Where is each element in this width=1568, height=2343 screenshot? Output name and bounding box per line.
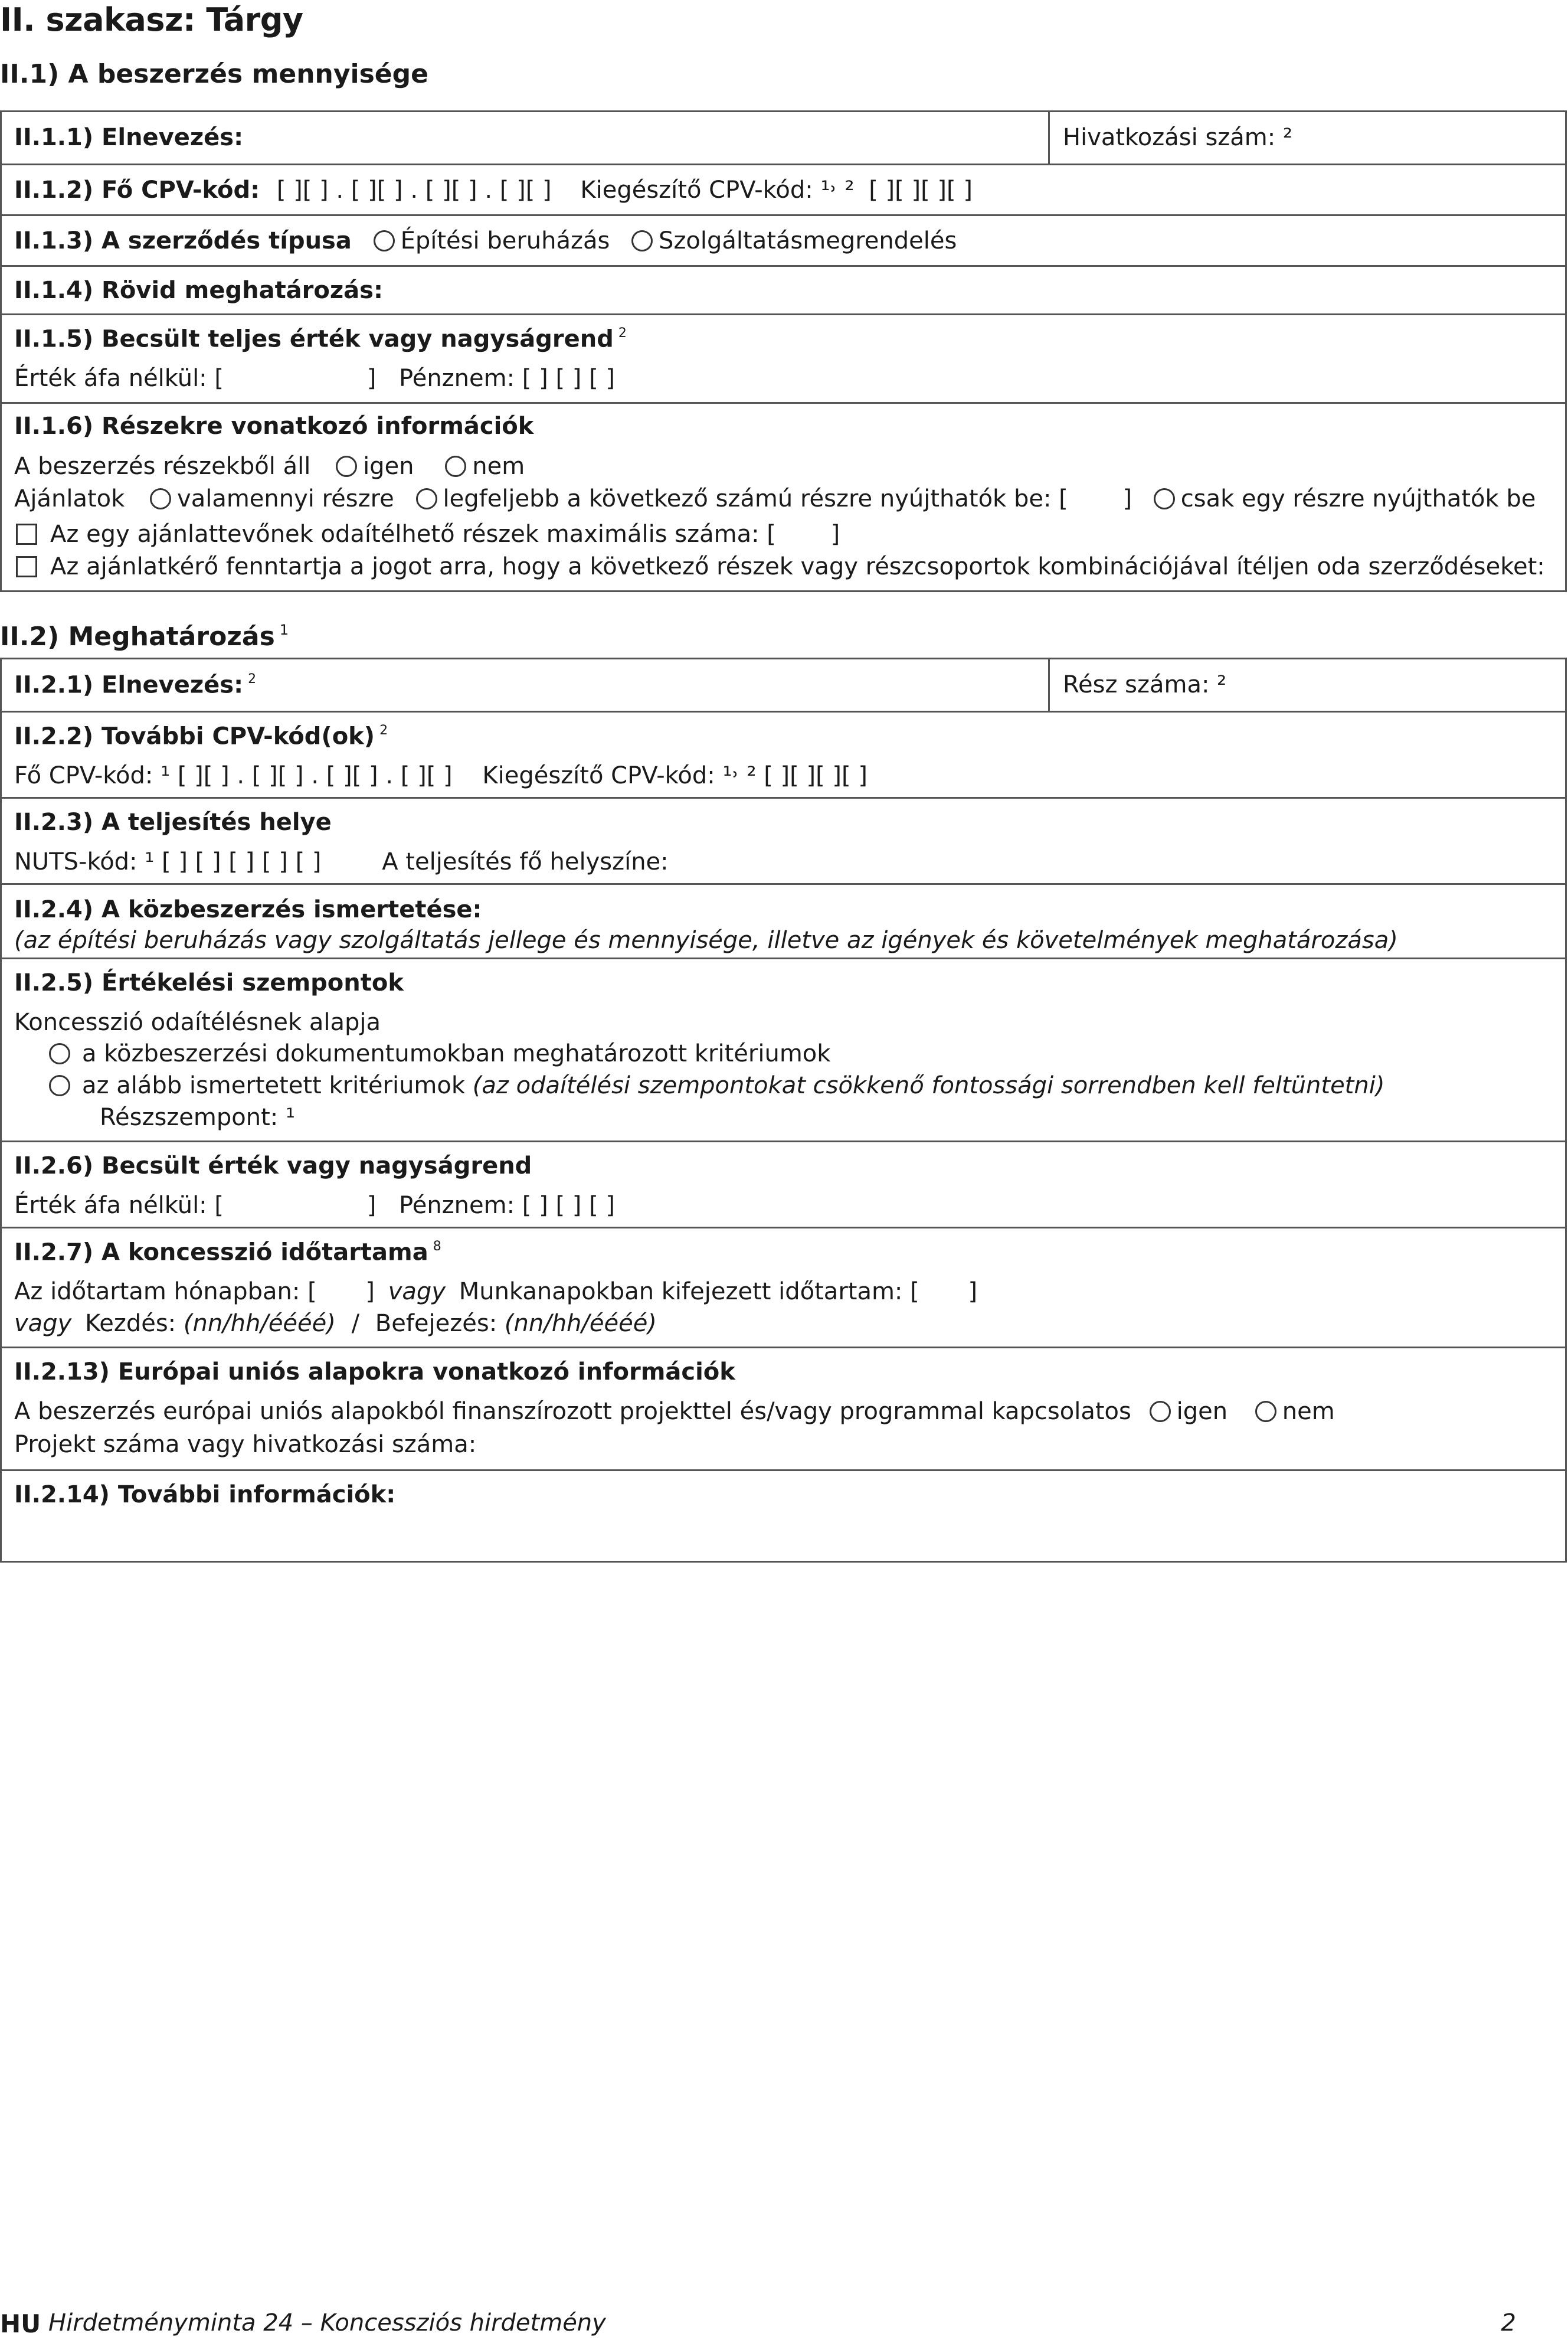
row-ii-2-1	[2, 659, 1565, 711]
duration-days-label: Munkanapokban kifejezett időtartam: [	[459, 1278, 919, 1305]
one-lot-label: csak egy részre nyújthatók be	[1180, 485, 1536, 512]
max-lots-per-tenderer-checkbox[interactable]	[16, 524, 37, 545]
bracket-close: ]	[830, 521, 840, 548]
reference-cell	[1048, 112, 1292, 164]
one-lot-radio[interactable]	[1154, 488, 1175, 509]
date-separator: /	[351, 1310, 360, 1337]
criteria-below-radio[interactable]	[49, 1075, 70, 1096]
row-ii-2-5	[2, 958, 1565, 1141]
description-note: (az építési beruházás vagy szolgáltatás jellege és mennyisége, illetve az igények és követelmények meghatározása)	[14, 927, 1398, 954]
start-date-field[interactable]: (nn/hh/éééé)	[183, 1310, 336, 1337]
divided-into-lots-label: A beszerzés részekből áll	[14, 453, 311, 480]
bracket-close: ]	[366, 365, 377, 392]
tenders-label: Ajánlatok	[14, 485, 125, 512]
eu-funds-question: A beszerzés európai uniós alapokból finanszírozott projekttel és/vagy programmal kapcsolatos	[14, 1398, 1131, 1425]
row-ii-2-2	[2, 711, 1565, 797]
section-title: II. szakasz: Tárgy	[0, 1, 303, 38]
eu-funds-yes-radio[interactable]	[1150, 1401, 1171, 1422]
section-ii-2-box	[0, 658, 1567, 1563]
award-basis-label: Koncesszió odaítélésnek alapja	[14, 1009, 381, 1036]
award-criteria-label: II.2.5) Értékelési szempontok	[14, 969, 404, 996]
footnote-8: 8	[433, 1239, 441, 1254]
additional-cpv-label: II.2.2) További CPV-kód(ok)	[14, 723, 375, 750]
additional-info-label: II.2.14) További információk:	[14, 1481, 396, 1508]
row-ii-2-4	[2, 883, 1565, 958]
max-lots-per-tenderer-label: Az egy ajánlattevőnek odaítélhető részek maximális száma: [	[50, 521, 776, 548]
lots-yes-radio[interactable]	[336, 456, 357, 477]
row-ii-2-6	[2, 1141, 1565, 1227]
end-date-field[interactable]: (nn/hh/éééé)	[504, 1310, 657, 1337]
currency-field[interactable]: Pénznem: [ ] [ ] [ ]	[399, 1192, 616, 1219]
row-ii-2-13	[2, 1347, 1565, 1469]
row-ii-2-14	[2, 1469, 1565, 1561]
section-ii-1-box	[0, 110, 1567, 592]
footnote-2: 2	[379, 723, 388, 738]
title-label: II.1.1) Elnevezés:	[14, 124, 244, 151]
row-ii-1-2	[2, 164, 1565, 214]
max-lots-radio[interactable]	[416, 488, 437, 509]
footnote-2: 2	[618, 326, 627, 341]
concession-duration-label: II.2.7) A koncesszió időtartama	[14, 1239, 428, 1266]
criteria-in-documents-radio[interactable]	[49, 1043, 70, 1064]
criteria-below-note: (az odaítélési szempontokat csökkenő fontossági sorrendben kell feltüntetni)	[472, 1072, 1385, 1099]
value-excl-vat-label: Érték áfa nélkül: [	[14, 365, 224, 392]
heading-ii-2: II.2) Meghatározás	[0, 622, 275, 652]
end-date-label: Befejezés:	[375, 1310, 497, 1337]
bracket-close: ]	[968, 1278, 978, 1305]
or-label: vagy	[14, 1310, 72, 1337]
eu-funds-yes-label: igen	[1176, 1398, 1228, 1425]
row-ii-1-6	[2, 402, 1565, 590]
sub-criterion-label: Részszempont: ¹	[100, 1104, 295, 1131]
form-title: Hirdetményminta 24 – Koncessziós hirdetmény	[48, 2309, 606, 2337]
lot-supplementary-cpv-code[interactable]: Kiegészítő CPV-kód: ¹˒ ² [ ][ ][ ][ ]	[482, 762, 868, 789]
row-ii-1-1	[2, 112, 1565, 164]
supplementary-cpv-label: Kiegészítő CPV-kód: ¹˒ ²	[580, 177, 855, 204]
bracket-close: ]	[366, 1192, 377, 1219]
lots-no-label: nem	[472, 453, 525, 480]
start-date-label: Kezdés:	[84, 1310, 176, 1337]
row-ii-2-7	[2, 1227, 1565, 1347]
all-lots-radio[interactable]	[150, 488, 171, 509]
combination-reserved-label: Az ajánlatkérő fenntartja a jogot arra, hogy a következő részek vagy részcsoportok kombinációjával ítéljen oda szerződéseket:	[50, 553, 1545, 580]
works-label: Építési beruházás	[400, 227, 610, 254]
value-excl-vat-label: Érték áfa nélkül: [	[14, 1192, 224, 1219]
row-ii-1-4	[2, 265, 1565, 313]
max-lots-label: legfeljebb a következő számú részre nyújthatók be: [	[443, 485, 1068, 512]
contract-type-label: II.1.3) A szerződés típusa	[14, 227, 352, 254]
supplementary-cpv-code[interactable]: [ ][ ][ ][ ]	[869, 177, 973, 204]
main-site-label: A teljesítés fő helyszíne:	[382, 848, 669, 875]
bracket-close: ]	[1122, 485, 1132, 512]
lot-title-label: II.2.1) Elnevezés:	[14, 671, 244, 699]
place-of-performance-label: II.2.3) A teljesítés helye	[14, 809, 332, 836]
estimated-total-value-label: II.1.5) Becsült teljes érték vagy nagyságrend	[14, 325, 614, 353]
lots-no-radio[interactable]	[445, 456, 466, 477]
row-ii-1-5	[2, 313, 1565, 402]
language-code: HU	[0, 2309, 41, 2338]
heading-ii-1: II.1) A beszerzés mennyisége	[0, 59, 428, 89]
main-cpv-label: II.1.2) Fő CPV-kód:	[14, 177, 260, 204]
page-number: 2	[1501, 2309, 1516, 2337]
bracket-close: ]	[365, 1278, 375, 1305]
lot-main-cpv-code[interactable]: Fő CPV-kód: ¹ [ ][ ] . [ ][ ] . [ ][ ] . [ ][ ]	[14, 762, 453, 789]
project-number-label: Projekt száma vagy hivatkozási száma:	[14, 1431, 477, 1458]
footnote-2: 2	[248, 672, 257, 687]
lot-number-cell	[1048, 659, 1227, 711]
row-ii-1-3	[2, 214, 1565, 265]
services-label: Szolgáltatásmegrendelés	[659, 227, 957, 254]
duration-months-label: Az időtartam hónapban: [	[14, 1278, 317, 1305]
criteria-in-documents-label: a közbeszerzési dokumentumokban meghatározott kritériumok	[82, 1040, 831, 1067]
combination-reserved-checkbox[interactable]	[16, 556, 37, 577]
short-description-label: II.1.4) Rövid meghatározás:	[14, 277, 383, 304]
eu-funds-no-label: nem	[1282, 1398, 1335, 1425]
lots-yes-label: igen	[363, 453, 414, 480]
works-radio[interactable]	[374, 230, 395, 251]
currency-field[interactable]: Pénznem: [ ] [ ] [ ]	[399, 365, 616, 392]
eu-funds-label: II.2.13) Európai uniós alapokra vonatkozó információk	[14, 1358, 735, 1385]
estimated-value-label: II.2.6) Becsült érték vagy nagyságrend	[14, 1152, 532, 1179]
lots-info-label: II.1.6) Részekre vonatkozó információk	[14, 413, 534, 440]
reference-number-label: Hivatkozási szám: ²	[1063, 124, 1292, 151]
row-ii-2-3	[2, 797, 1565, 883]
description-label: II.2.4) A közbeszerzés ismertetése:	[14, 896, 482, 923]
services-radio[interactable]	[631, 230, 653, 251]
main-cpv-code[interactable]: [ ][ ] . [ ][ ] . [ ][ ] . [ ][ ]	[276, 177, 552, 204]
nuts-code-field[interactable]: NUTS-kód: ¹ [ ] [ ] [ ] [ ] [ ]	[14, 848, 322, 875]
footnote-1: 1	[279, 622, 289, 638]
or-label: vagy	[388, 1278, 446, 1305]
criteria-below-label: az alább ismertetett kritériumok	[82, 1072, 466, 1099]
all-lots-label: valamennyi részre	[177, 485, 394, 512]
lot-number-label: Rész száma: ²	[1063, 671, 1227, 698]
eu-funds-no-radio[interactable]	[1255, 1401, 1276, 1422]
